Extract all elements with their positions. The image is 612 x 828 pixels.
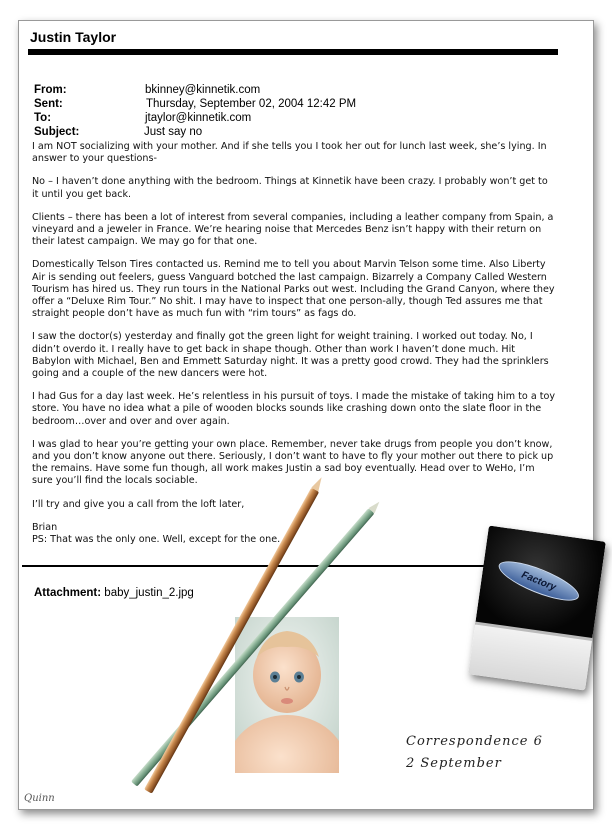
attachment-filename[interactable]: baby_justin_2.jpg bbox=[104, 587, 194, 599]
body-paragraph: I saw the doctor(s) yesterday and finally got the green light for weight training. I worked out today. No, I didn’t overdo it. I really have to get back in shape though. Other than work I haven’t done much. Hit Babylon with Michael, Ben and Emmett Saturday night. It was a pretty good crowd. They had the sprinklers going and a couple of the new dancers were hot. bbox=[32, 331, 549, 380]
factory-matchbook bbox=[468, 526, 606, 691]
sent-value: Thursday, September 02, 2004 12:42 PM bbox=[146, 98, 357, 110]
artist-signature: Quinn bbox=[24, 793, 55, 804]
recipient-name: Justin Taylor bbox=[30, 29, 117, 45]
header-rule bbox=[28, 49, 558, 55]
attachment-label: Attachment: bbox=[34, 587, 102, 599]
subject-label: Subject: bbox=[34, 126, 80, 138]
from-label: From: bbox=[34, 84, 67, 96]
body-paragraph: I’ll try and give you a call from the loft later, bbox=[32, 498, 245, 510]
email-body bbox=[32, 141, 556, 546]
body-paragraph: I am NOT socializing with your mother. And if she tells you I took her out for lunch last week, she’s lying. In answer to your questions- bbox=[32, 141, 547, 165]
footer-rule bbox=[22, 565, 562, 567]
to-value: jtaylor@kinnetik.com bbox=[145, 112, 252, 124]
sent-label: Sent: bbox=[34, 98, 63, 110]
from-value: bkinney@kinnetik.com bbox=[145, 84, 261, 96]
postscript: PS: That was the only one. Well, except for the one. bbox=[32, 534, 281, 546]
body-paragraph: No – I haven’t done anything with the bedroom. Things at Kinnetik have been crazy. I probably won’t get to it until you get back. bbox=[32, 176, 548, 200]
body-paragraph: Domestically Telson Tires contacted us. Remind me to tell you about Marvin Telson some time. Also Liberty Air is sending out feelers, guess Vanguard botched the last campaign. Bizarrely a Company Called Western Tourism has hired us. They run tours in the National Parks out west. Including the Grand Canyon, where they offer a “Deluxe Rim Tour.” No shit. I may have to inspect that one person-ally, though Ted assures me that straight people don’t have as much fun with “rim tours” as fags do. bbox=[32, 259, 555, 320]
handwritten-note-line1: Correspondence 6 bbox=[406, 734, 543, 749]
closing-name: Brian bbox=[32, 521, 58, 533]
attachment-line bbox=[34, 587, 194, 599]
body-paragraph: I had Gus for a day last week. He’s relentless in his pursuit of toys. I made the mistake of taking him to a toy store. You have no idea what a pile of wooden blocks sounds like crashing down onto the slate floor in the bedroom…over and over and over again. bbox=[32, 391, 556, 427]
to-label: To: bbox=[34, 112, 52, 124]
body-paragraph: I was glad to hear you’re getting your own place. Remember, never take drugs from people you don’t know, and you don’t know anyone out there. Seriously, I don’t want to have to fly your mother out there to pick up the remains. Have some fun though, all work makes Justin a sad boy eventually. Head over to WeHo, I’m sure you’ll find the locals sociable. bbox=[32, 438, 554, 487]
baby-photo-image bbox=[235, 617, 339, 773]
subject-value: Just say no bbox=[144, 126, 203, 138]
body-paragraph: Clients – there has been a lot of interest from several companies, including a leather company from Spain, a vineyard and a jeweler in France. We’re hearing noise that Mercedes Benz isn’t happy with their return on their latest campaign. We may go for that one. bbox=[32, 211, 554, 248]
handwritten-note-line2: 2 September bbox=[406, 756, 502, 771]
factory-logo: Factory bbox=[494, 554, 583, 608]
baby-photo[interactable] bbox=[235, 617, 339, 773]
